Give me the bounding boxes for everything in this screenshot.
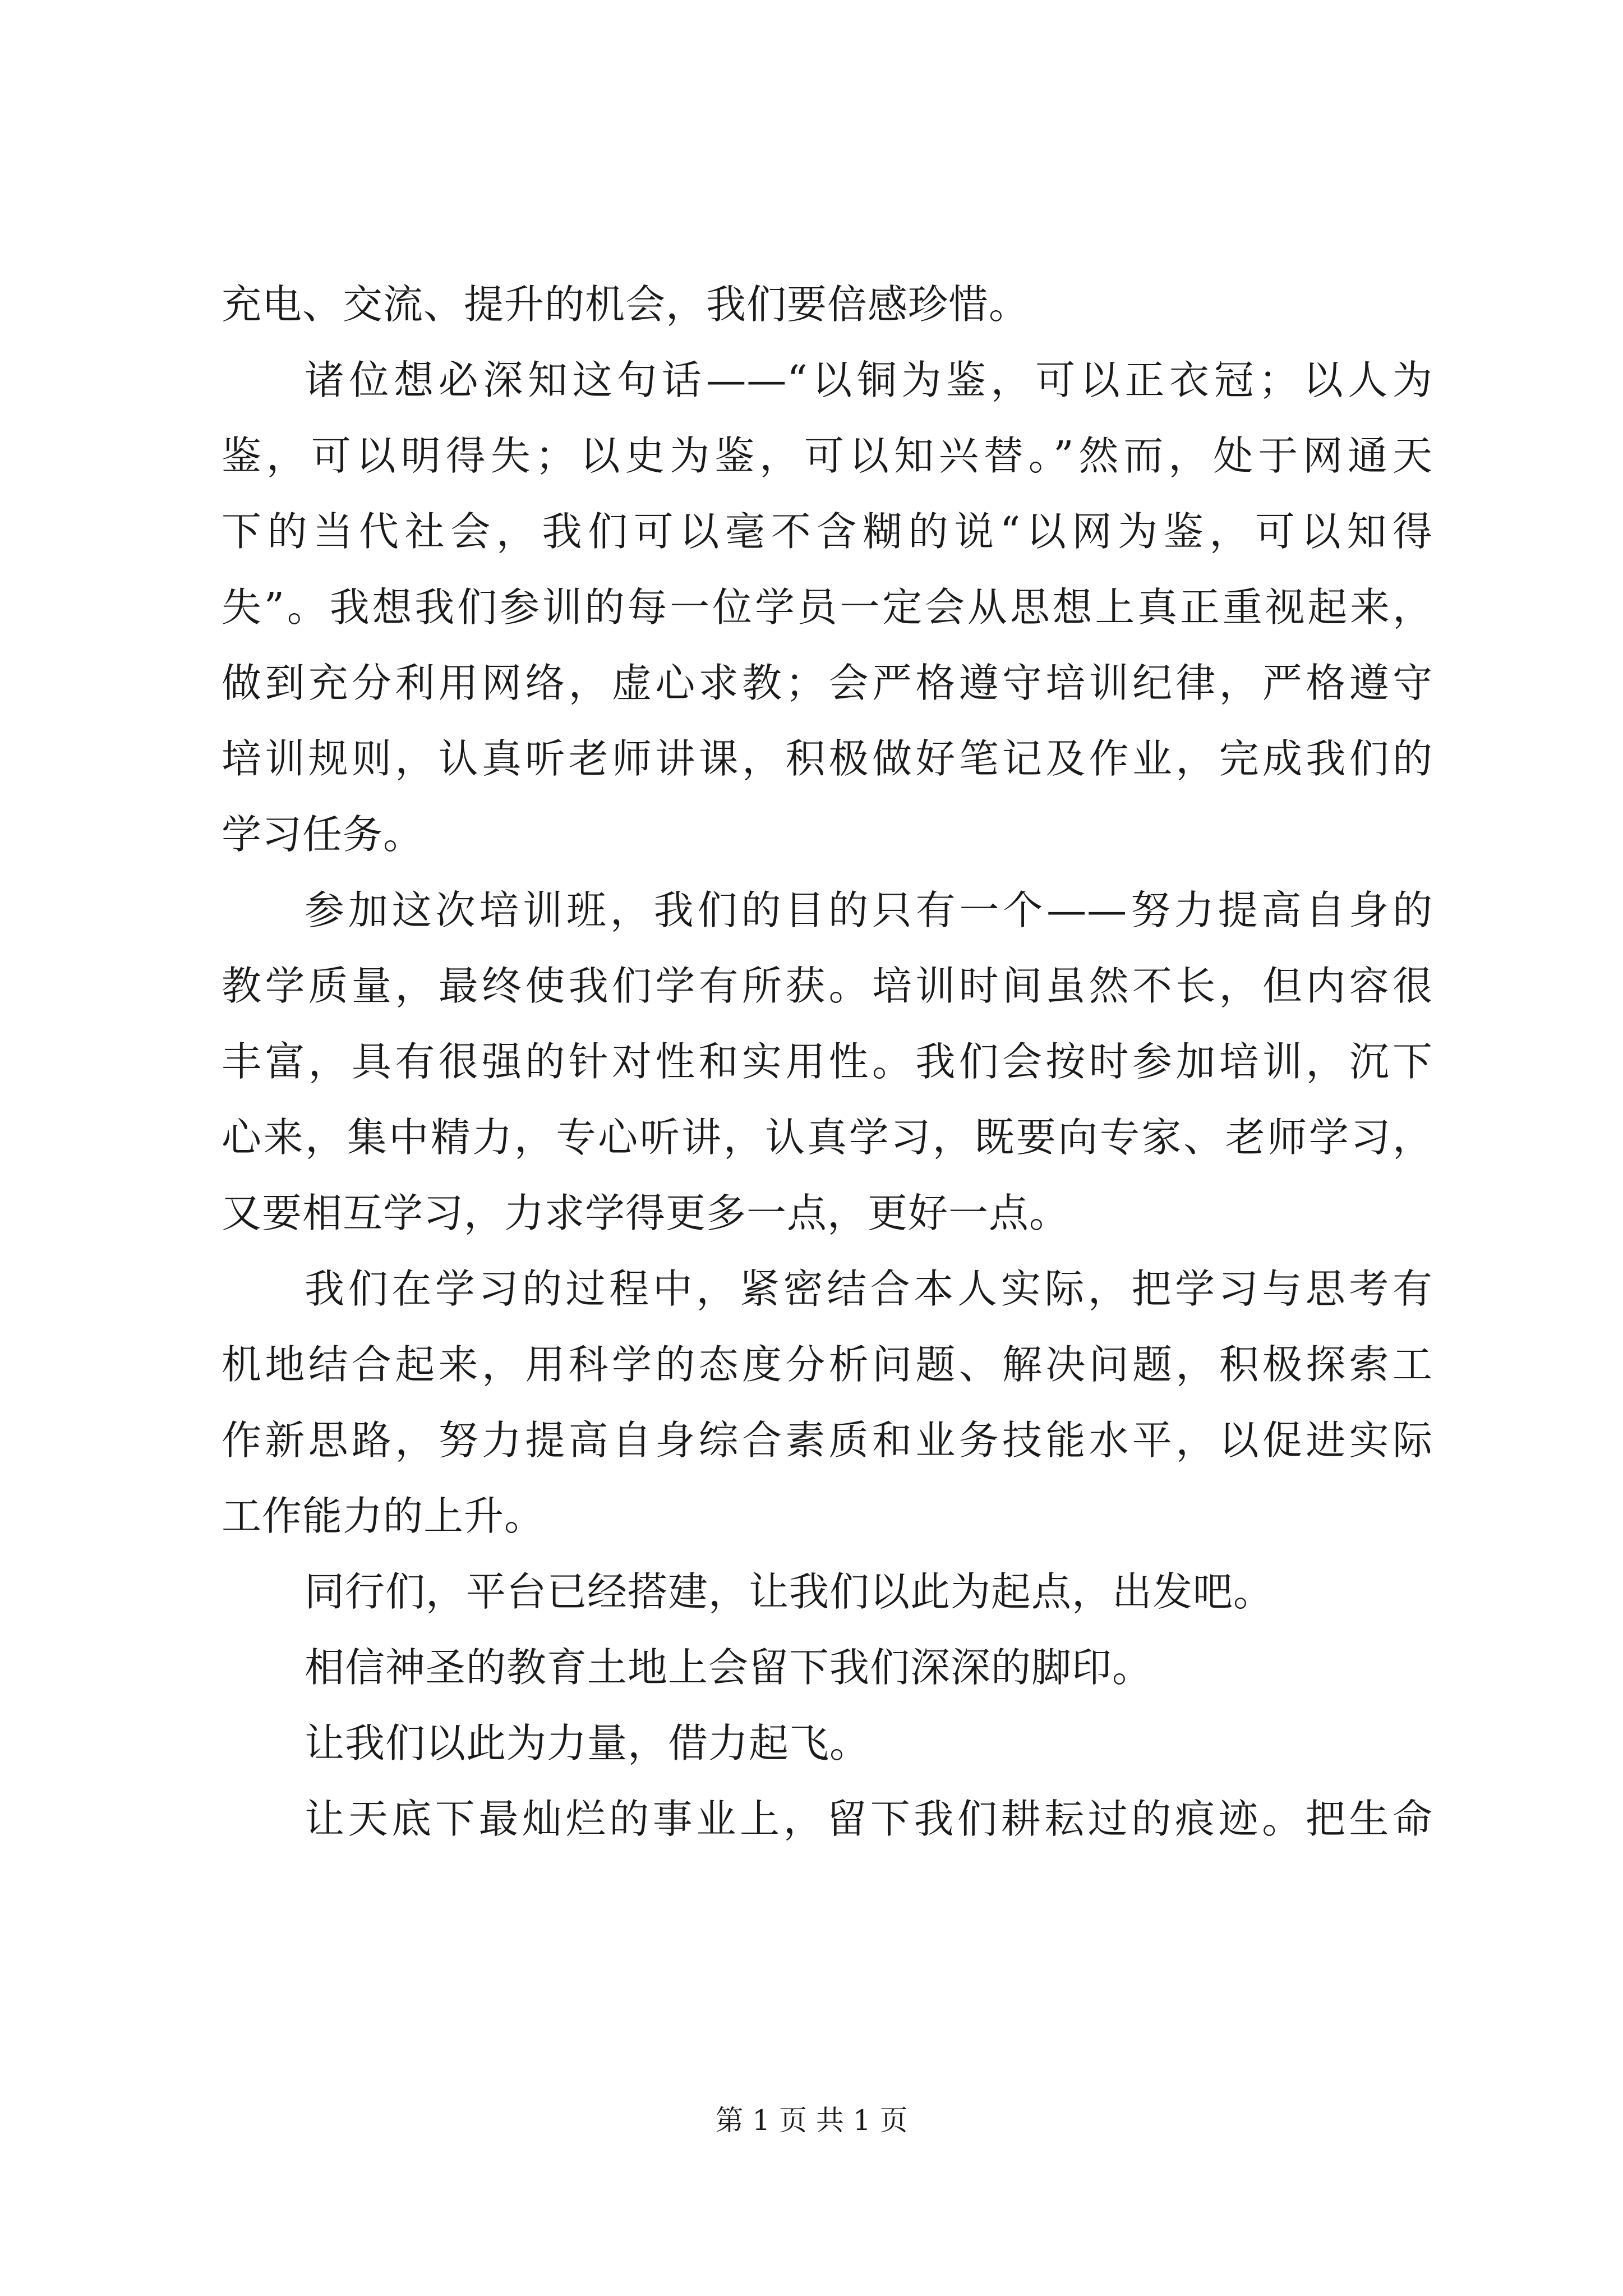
document-body [222,266,1433,1857]
text-line: 心来，集中精力，专心听讲，认真学习，既要向专家、老师学习， [222,1114,1433,1161]
text-line: 下的当代社会，我们可以毫不含糊的说“以网为鉴，可以知得 [222,508,1433,555]
paragraph [222,1630,1433,1705]
paragraph [222,342,1433,872]
text-line: 工作能力的上升。 [222,1493,545,1539]
text-line: 诸位想必深知这句话——“以铜为鉴，可以正衣冠；以人为 [305,357,1433,403]
paragraph [222,266,1433,342]
page-number-footer: 第 1 页 共 1 页 [715,2104,908,2137]
text-line: 学习任务。 [222,811,424,858]
paragraph [222,1781,1433,1857]
text-line: 同行们，平台已经搭建，让我们以此为起点，出发吧。 [305,1568,1274,1615]
paragraph [222,872,1433,1251]
text-line: 鉴，可以明得失；以史为鉴，可以知兴替。”然而，处于网通天 [222,432,1433,479]
text-line: 教学质量，最终使我们学有所获。培训时间虽然不长，但内容很 [222,963,1433,1009]
text-line: 我们在学习的过程中，紧密结合本人实际，把学习与思考有 [305,1266,1433,1312]
text-line: 参加这次培训班，我们的目的只有一个——努力提高自身的 [305,887,1433,933]
paragraph [222,1705,1433,1781]
text-line: 让天底下最灿烂的事业上，留下我们耕耘过的痕迹。把生命 [305,1796,1433,1842]
paragraph [222,1251,1433,1554]
text-line: 失”。我想我们参训的每一位学员一定会从思想上真正重视起来， [222,584,1433,631]
paragraph [222,1554,1433,1630]
text-line: 做到充分利用网络，虚心求教；会严格遵守培训纪律，严格遵守 [222,660,1433,706]
text-line: 机地结合起来，用科学的态度分析问题、解决问题，积极探索工 [222,1341,1433,1388]
text-line: 充电、交流、提升的机会，我们要倍感珍惜。 [222,281,1030,328]
text-line: 相信神圣的教育土地上会留下我们深深的脚印。 [305,1644,1153,1691]
text-line: 培训规则，认真听老师讲课，积极做好笔记及作业，完成我们的 [222,735,1433,782]
text-line: 丰富，具有很强的针对性和实用性。我们会按时参加培训，沉下 [222,1038,1433,1085]
text-line: 又要相互学习，力求学得更多一点，更好一点。 [222,1190,1070,1236]
text-line: 作新思路，努力提高自身综合素质和业务技能水平，以促进实际 [222,1417,1433,1464]
text-line: 让我们以此为力量，借力起飞。 [305,1720,870,1766]
